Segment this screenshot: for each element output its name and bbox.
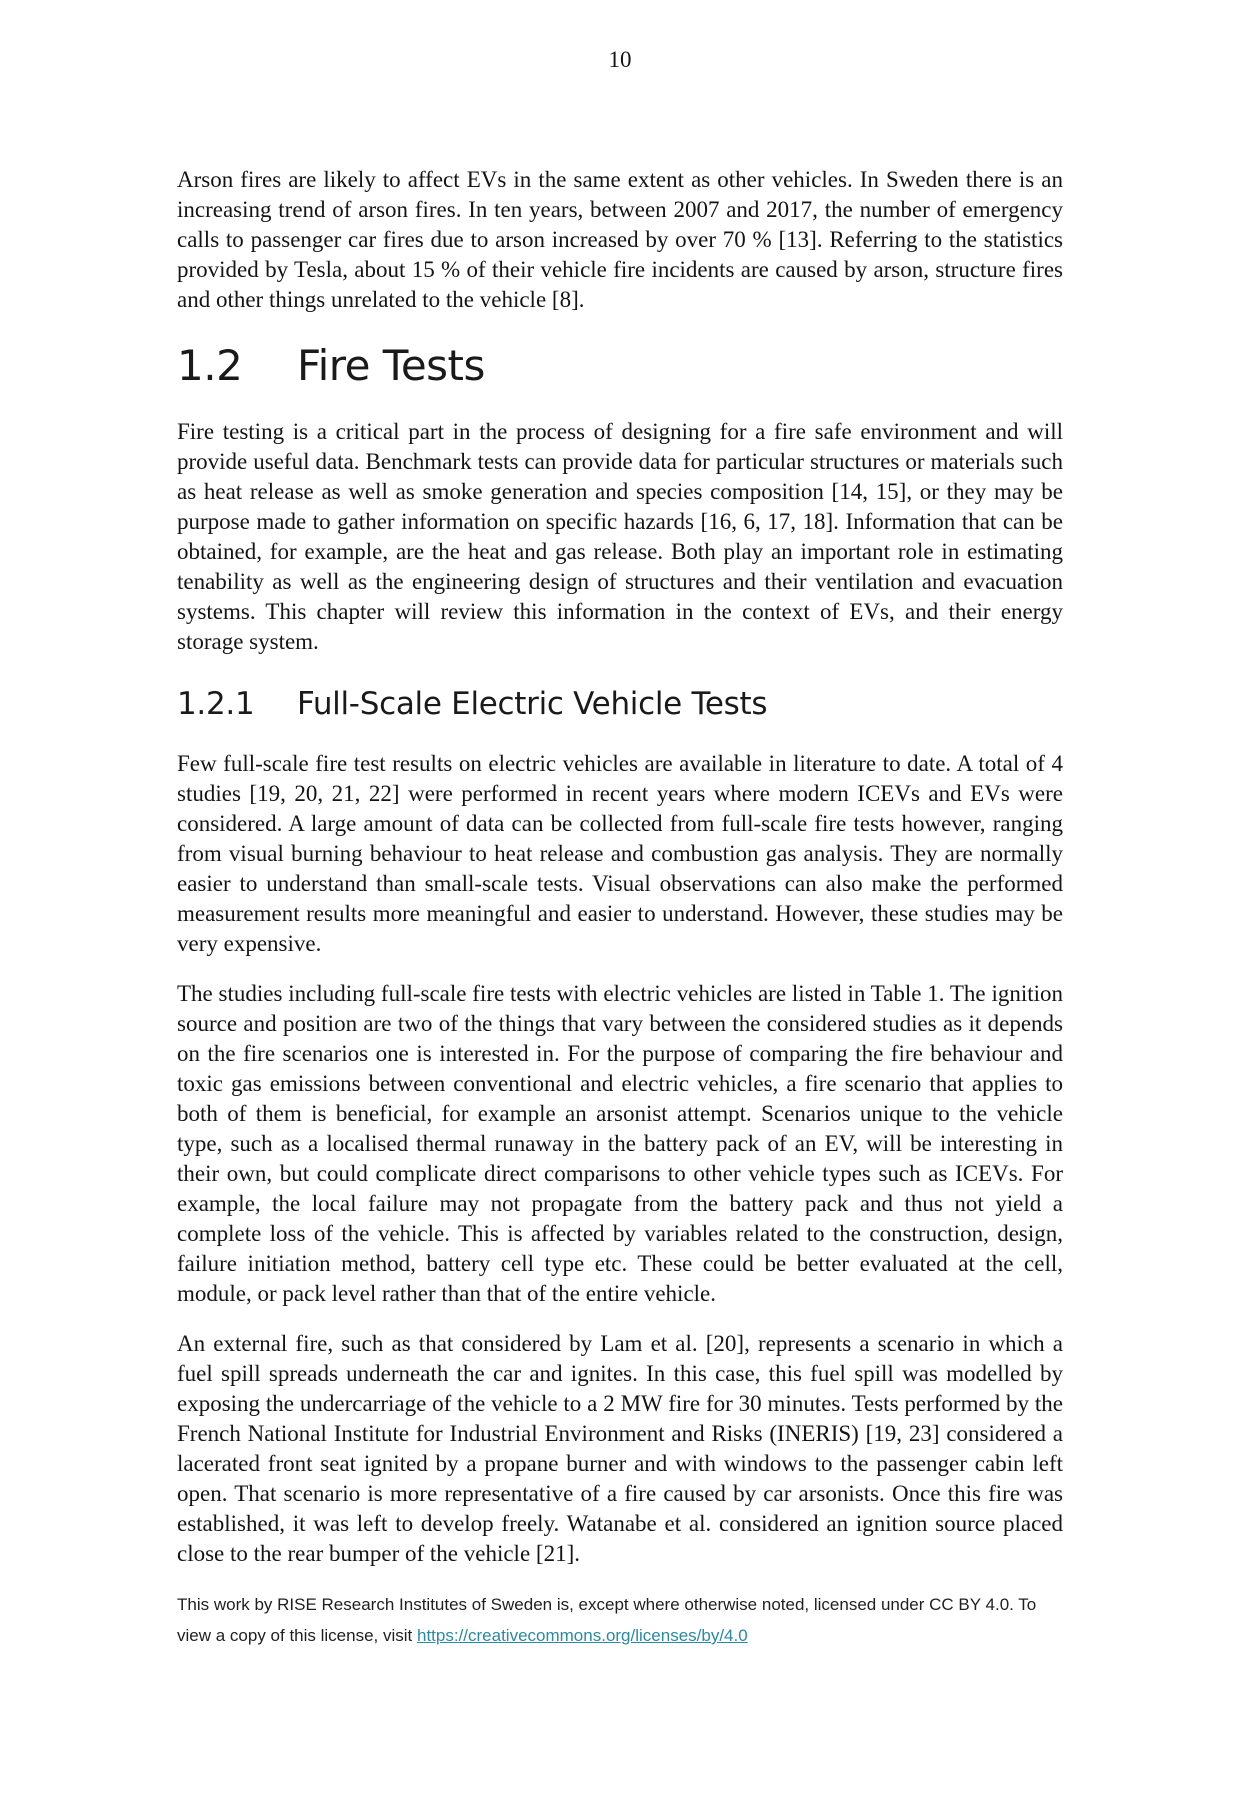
subsection-number: 1.2.1 bbox=[177, 686, 255, 722]
license-link[interactable]: https://creativecommons.org/licenses/by/4.0 bbox=[416, 1626, 748, 1645]
page-content bbox=[177, 165, 1063, 1569]
document-page bbox=[0, 45, 1240, 1799]
paragraph-few-full-scale: Few full-scale fire test results on electric vehicles are available in literature to date. A total of 4 studies [19, 20, 21, 22] were performed in recent years where modern ICEVs and EVs were considered. A large amount of data can be collected from full-scale fire tests however, ranging from visual burning behaviour to heat release and combustion gas analysis. They are normally easier to understand than small-scale tests. Visual observations can also make the performed measurement results more meaningful and easier to understand. However, these studies may be very expensive. bbox=[177, 751, 1063, 956]
paragraph-external-fire: An external fire, such as that considered by Lam et al. [20], represents a scenario in which a fuel spill spreads underneath the car and ignites. In this case, this fuel spill was modelled by exposing the undercarriage of the vehicle to a 2 MW fire for 30 minutes. Tests performed by the French National Institute for Industrial Environment and Risks (INERIS) [19, 23] considered a lacerated front seat ignited by a propane burner and with windows to the passenger cabin left open. That scenario is more representative of a fire caused by car arsonists. Once this fire was established, it was left to develop freely. Watanabe et al. considered an ignition source placed close to the rear bumper of the vehicle [21]. bbox=[177, 1331, 1063, 1566]
subsection-heading-1-2-1 bbox=[177, 683, 1063, 725]
license-text: This work by RISE Research Institutes of Sweden is, except where otherwise noted, licensed under CC BY 4.0. To view a copy of this license, visit bbox=[177, 1595, 1037, 1645]
paragraph-studies-table-1: The studies including full-scale fire tests with electric vehicles are listed in Table 1. The ignition source and position are two of the things that vary between the considered studies as it depends on the fire scenarios one is interested in. For the purpose of comparing the fire behaviour and toxic gas emissions between conventional and electric vehicles, a fire scenario that applies to both of them is beneficial, for example an arsonist attempt. Scenarios unique to the vehicle type, such as a localised thermal runaway in the battery pack of an EV, will be interesting in their own, but could complicate direct comparisons to other vehicle types such as ICEVs. For example, the local failure may not propagate from the battery pack and thus not yield a complete loss of the vehicle. This is affected by variables related to the construction, design, failure initiation method, battery cell type etc. These could be better evaluated at the cell, module, or pack level rather than that of the entire vehicle. bbox=[177, 981, 1063, 1306]
subsection-title: Full-Scale Electric Vehicle Tests bbox=[297, 686, 768, 722]
license-footer bbox=[177, 1589, 1063, 1651]
paragraph-arson-fires: Arson fires are likely to affect EVs in the same extent as other vehicles. In Sweden there is an increasing trend of arson fires. In ten years, between 2007 and 2017, the number of emergency calls to passenger car fires due to arson increased by over 70 % [13]. Referring to the statistics provided by Tesla, about 15 % of their vehicle fire incidents are caused by arson, structure fires and other things unrelated to the vehicle [8]. bbox=[177, 167, 1063, 312]
section-title: Fire Tests bbox=[297, 341, 485, 390]
section-number: 1.2 bbox=[177, 341, 243, 390]
paragraph-fire-testing: Fire testing is a critical part in the process of designing for a fire safe environment and will provide useful data. Benchmark tests can provide data for particular structures or materials such as heat release as well as smoke generation and species composition [14, 15], or they may be purpose made to gather information on specific hazards [16, 6, 17, 18]. Information that can be obtained, for example, are the heat and gas release. Both play an important role in estimating tenability as well as the engineering design of structures and their ventilation and evacuation systems. This chapter will review this information in the context of EVs, and their energy storage system. bbox=[177, 419, 1063, 654]
page-number: 10 bbox=[608, 47, 632, 72]
section-heading-1-2 bbox=[177, 339, 1063, 393]
